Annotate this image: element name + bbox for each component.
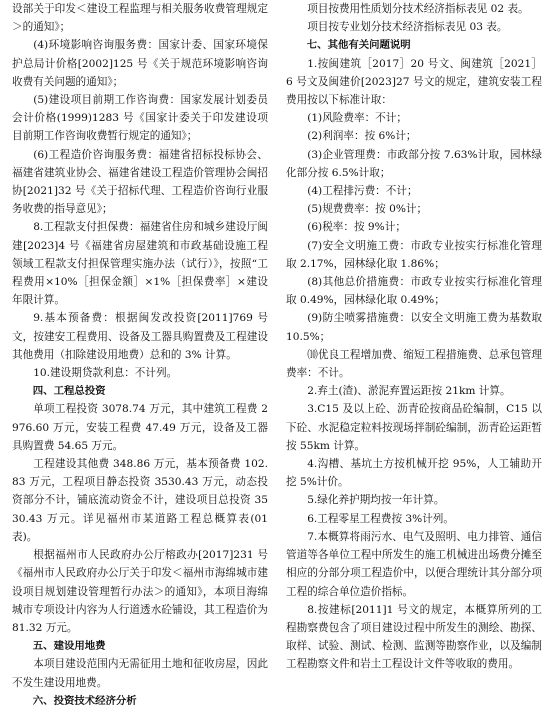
paragraph: (4)环境影响咨询服务费：国家计委、国家环境保护总局计价格[2002]125 号《关于规范环境影响咨询收费有关问题的通知》； <box>12 39 268 88</box>
paragraph: 项目按费用性质划分技术经济指标表见 02 表。 <box>307 3 529 15</box>
paragraph: 6.工程零星工程费按 3%计列。 <box>307 512 454 525</box>
list-item: (9)防尘喷雾措施费：以安全文明施工费为基数取 10.5%； <box>286 312 542 343</box>
list-item: (1)风险费率：不计； <box>307 112 407 125</box>
list-item: (3)企业管理费：市政部分按 7.63%计取，园林绿化部分按 6.5%计取； <box>286 148 542 179</box>
list-item: ⑽优良工程增加费、缩短工程措施费、总承包管理费率：不计。 <box>286 348 542 380</box>
paragraph: 4.沟槽、基坑土方按机械开挖 95%，人工辅助开挖 5%计价。 <box>286 458 542 489</box>
paragraph: 9.基本预备费：根据闽发改投资[2011]769 号文，按建安工程费用、设备及工器具购置费及工程建设其他费用（扣除建设用地费）总和的 3% 计算。 <box>12 312 268 361</box>
paragraph: 项目按专业划分技术经济指标表见 03 表。 <box>307 21 508 34</box>
paragraph: 根据福州市人民政府办公厅榕政办[2017]231 号《福州市人民政府办公厅关于印发＜福州市海绵城市建设项目规划建设管理暂行办法＞的通知》，本项目海绵城市专项设计内容为人行道透水砼铺设，其工程造价为 81.32 万元。 <box>12 549 268 634</box>
paragraph: 5.绿化养护期均按一年计算。 <box>307 494 445 507</box>
section-heading: 六、投资技术经济分析 <box>32 694 137 707</box>
left-column <box>12 0 268 710</box>
paragraph: 本项目建设范围内无需征用土地和征收房屋，因此不发生建设用地费。 <box>12 658 268 689</box>
paragraph: (6)工程造价咨询服务费：福建省招标投标协会、福建省建筑业协会、福建省建设工程造价管理协会闽招协[2021]32 号《关于招标代理、工程造价咨询行业服务收费的指导意见》； <box>12 148 268 216</box>
list-item: (4)工程排污费：不计； <box>307 185 418 198</box>
list-item: (6)税率：按 9%计； <box>307 221 406 234</box>
paragraph: 8.按建标[2011]1 号文的规定，本概算所列的工程勘察费包含了项目建设过程中所发生的测绘、勘探、取样、试验、测试、检测、监测等勘察作业，以及编制工程勘察文件和岩土工程设计文件等收取的费用。 <box>286 603 542 671</box>
list-item: (7)安全文明施工费：市政专业按实行标准化管理取 2.17%，园林绿化取 1.86%； <box>286 239 542 270</box>
right-column <box>286 0 542 674</box>
paragraph: 3.C15 及以上砼、沥青砼按商品砼编制，C15 以下砼、水泥稳定粒料按现场拌制砼编制，沥青砼运距暂按 55km 计算。 <box>286 403 542 452</box>
paragraph: 设部关于印发＜建设工程监理与相关服务收费管理规定＞的通知》； <box>12 3 268 34</box>
paragraph: 8.工程款支付担保费：福建省住房和城乡建设厅闽建[2023]4 号《福建省房屋建筑和市政基础设施工程领域工程款支付担保管理实施办法（试行）》，按照“工程费用×10%［担保金额］×1%［担保费率］×建设年限计算。 <box>12 221 268 307</box>
paragraph: 工程建设其他费 348.86 万元，基本预备费 102.83 万元，工程项目静态投资 3530.43 万元，动态投资部分不计，铺底流动资金不计，建设项目总投资 3530.43 万元。详见福州市某道路工程总概算表(01 表)。 <box>12 458 268 543</box>
paragraph: 10.建设期贷款利息：不计列。 <box>33 367 178 380</box>
list-item: (5)规费费率：按 0%计； <box>307 203 428 216</box>
section-heading: 四、工程总投资 <box>32 385 106 398</box>
paragraph: 1.按闽建筑［2017］20 号文、闽建筑［2021］6 号文及闽建价[2023]27 号文的规定，建筑安装工程费用按以下标准计取： <box>286 57 542 107</box>
paragraph: (5)建设项目前期工作咨询费：国家发展计划委员会计价格(1999)1283 号《国家计委关于印发建设项目前期工作咨询收费暂行规定的通知》； <box>12 94 268 143</box>
section-heading: 七、其他有关问题说明 <box>306 39 411 52</box>
list-item: (2)利润率：按 6%计； <box>307 130 417 143</box>
list-item: (8)其他总价措施费：市政专业按实行标准化管理取 0.49%，园林绿化取 0.49%； <box>286 276 542 307</box>
section-heading: 五、建设用地费 <box>32 640 106 653</box>
paragraph: 2.弃土(渣)、淤泥弃置运距按 21km 计算。 <box>307 385 511 398</box>
paragraph: 单项工程投资 3078.74 万元，其中建筑工程费 2976.60 万元，安装工程费 47.49 万元，设备及工器具购置费 54.65 万元。 <box>12 403 268 452</box>
paragraph: 7.本概算将雨污水、电气及照明、电力排管、通信管道等各单位工程中所发生的施工机械进出场费分摊至相应的分部分项工程造价中，以便合理统计其分部分项工程的综合单位造价指标。 <box>286 530 542 598</box>
